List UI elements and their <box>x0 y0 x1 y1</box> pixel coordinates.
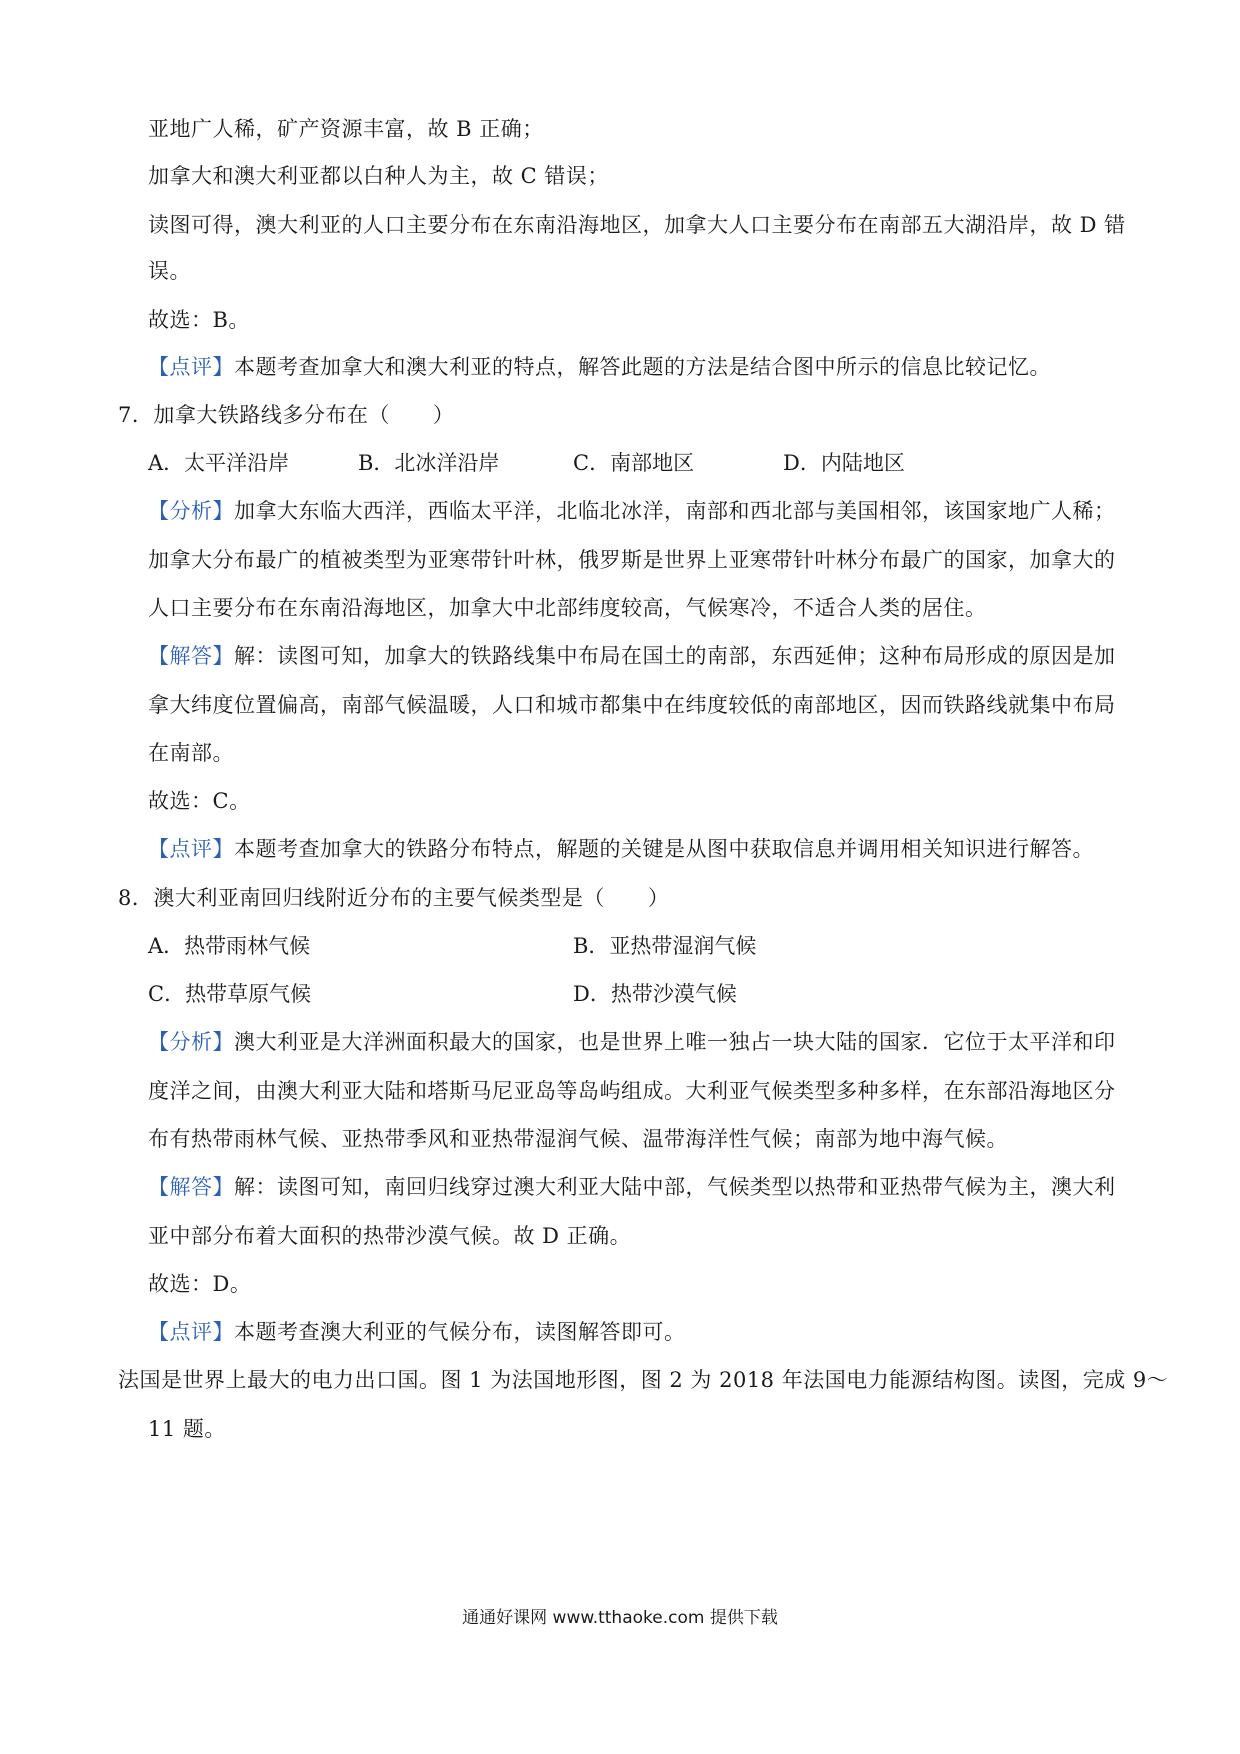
choice-line: 故选：B。 <box>148 308 250 332</box>
comment-tag: 【点评】 <box>148 837 234 861</box>
text-line: 布有热带雨林气候、亚热带季风和亚热带湿润气候、温带海洋性气候；南部为地中海气候。 <box>148 1127 1008 1151</box>
text-line: 人口主要分布在东南沿海地区，加拿大中北部纬度较高，气候寒冷，不适合人类的居住。 <box>148 596 987 620</box>
analysis-text: 加拿大东临大西洋，西临太平洋，北临北冰洋，南部和西北部与美国相邻，该国家地广人稀； <box>234 499 1116 523</box>
option-b: B．亚热带湿润气候 <box>573 934 757 958</box>
option-a: A．太平洋沿岸 <box>148 451 290 475</box>
analysis-line <box>148 497 1116 525</box>
answer-tag: 【解答】 <box>148 644 234 668</box>
text-line: 亚中部分布着大面积的热带沙漠气候。故 D 正确。 <box>148 1224 632 1248</box>
comment-text: 本题考查澳大利亚的气候分布，读图解答即可。 <box>234 1320 686 1344</box>
answer-text: 解：读图可知，加拿大的铁路线集中布局在国土的南部，东西延伸；这种布局形成的原因是加 <box>234 644 1116 668</box>
answer-tag: 【解答】 <box>148 1175 234 1199</box>
option-b: B．北冰洋沿岸 <box>358 451 500 475</box>
page-footer: 通通好课网 www.tthaoke.com 提供下载 <box>462 1608 778 1628</box>
question-stem: 8．澳大利亚南回归线附近分布的主要气候类型是（ ） <box>118 886 670 910</box>
text-line: 误。 <box>148 259 191 283</box>
text-line: 在南部。 <box>148 741 234 765</box>
option-d: D．热带沙漠气候 <box>573 982 737 1006</box>
answer-text: 解：读图可知，南回归线穿过澳大利亚大陆中部，气候类型以热带和亚热带气候为主，澳大利 <box>234 1175 1116 1199</box>
analysis-line <box>148 1028 1116 1056</box>
option-c: C．南部地区 <box>573 451 695 475</box>
text-line: 拿大纬度位置偏高，南部气候温暖，人口和城市都集中在纬度较低的南部地区，因而铁路线就集中布局 <box>148 693 1116 717</box>
answer-line <box>148 642 1116 670</box>
analysis-tag: 【分析】 <box>148 499 234 523</box>
answer-line <box>148 1173 1116 1201</box>
comment-text: 本题考查加拿大的铁路分布特点，解题的关键是从图中获取信息并调用相关知识进行解答。 <box>234 837 1094 861</box>
text-line: 加拿大和澳大利亚都以白种人为主，故 C 错误； <box>148 164 609 188</box>
text-line: 读图可得，澳大利亚的人口主要分布在东南沿海地区，加拿大人口主要分布在南部五大湖沿岸，故 D 错 <box>148 213 1126 237</box>
text-line: 度洋之间，由澳大利亚大陆和塔斯马尼亚岛等岛屿组成。大利亚气候类型多种多样，在东部沿海地区分 <box>148 1079 1116 1103</box>
comment-line <box>148 353 1051 381</box>
option-d: D．内陆地区 <box>783 451 905 475</box>
text-line: 亚地广人稀，矿产资源丰富，故 B 正确； <box>148 117 544 141</box>
comment-line <box>148 835 1094 863</box>
question-stem: 7．加拿大铁路线多分布在（ ） <box>118 403 455 427</box>
comment-line <box>148 1318 686 1346</box>
choice-line: 故选：C。 <box>148 789 251 813</box>
analysis-tag: 【分析】 <box>148 1030 234 1054</box>
intro-line: 11 题。 <box>148 1417 226 1441</box>
intro-line: 法国是世界上最大的电力出口国。图 1 为法国地形图，图 2 为 2018 年法国电力能源结构图。读图，完成 9～ <box>118 1368 1169 1392</box>
analysis-text: 澳大利亚是大洋洲面积最大的国家，也是世界上唯一独占一块大陆的国家．它位于太平洋和印 <box>234 1030 1116 1054</box>
comment-tag: 【点评】 <box>148 355 234 379</box>
comment-tag: 【点评】 <box>148 1320 234 1344</box>
option-a: A．热带雨林气候 <box>148 934 311 958</box>
option-c: C．热带草原气候 <box>148 982 312 1006</box>
choice-line: 故选：D。 <box>148 1272 252 1296</box>
text-line: 加拿大分布最广的植被类型为亚寒带针叶林，俄罗斯是世界上亚寒带针叶林分布最广的国家，加拿大的 <box>148 548 1116 572</box>
comment-text: 本题考查加拿大和澳大利亚的特点，解答此题的方法是结合图中所示的信息比较记忆。 <box>234 355 1051 379</box>
